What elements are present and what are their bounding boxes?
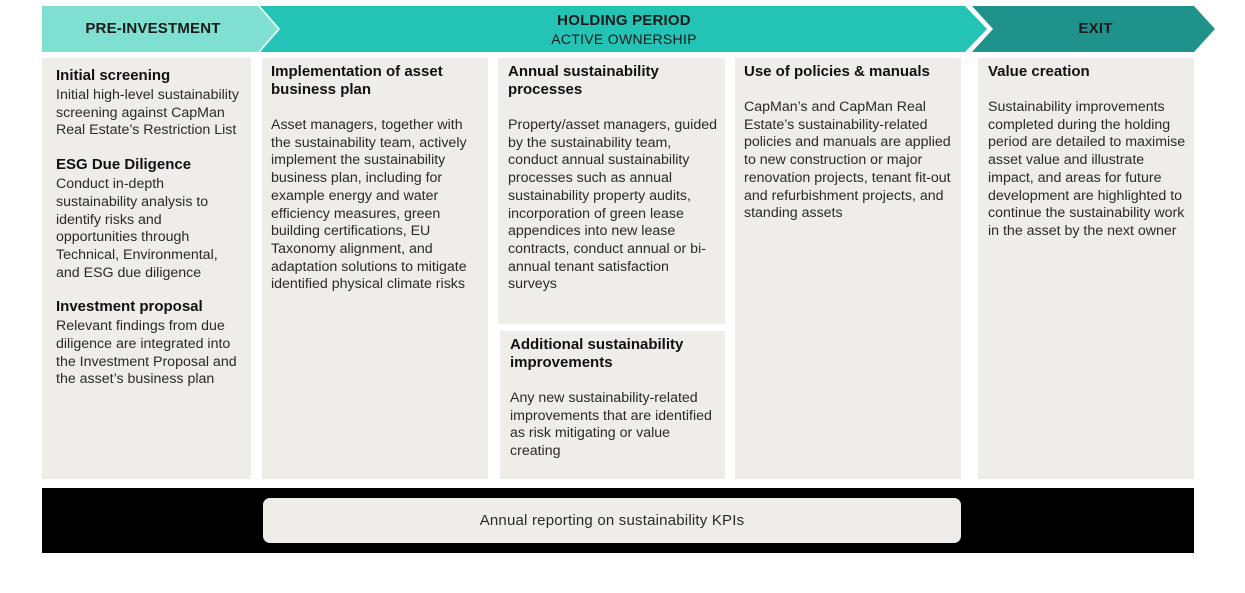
value-creation-text: Sustainability improvements completed during the holding period are detailed to maximise asset value and illustrate impact, and areas for future development are highlighted to continue the sustainability work in the asset by the next owner — [988, 99, 1186, 239]
annual-reporting-box — [263, 498, 961, 543]
pre-investment-column — [42, 58, 251, 479]
implementation-column — [262, 58, 488, 479]
annual-processes-text: Property/asset managers, guided by the sustainability team, conduct annual sustainability processes such as annual sustainability property audits, incorporation of green lease appendices into new lease contracts, conduct annual or bi-annual tenant satisfaction surveys — [508, 117, 717, 293]
additional-improvements-title: Additional sustainability improvements — [510, 336, 684, 371]
additional-improvements-box — [500, 331, 725, 479]
policies-title: Use of policies & manuals — [744, 63, 930, 80]
active-ownership-label: ACTIVE OWNERSHIP — [551, 31, 697, 47]
value-creation-column — [978, 58, 1194, 479]
implementation-text: Asset managers, together with the sustainability team, actively implement the sustainability business plan, including for example energy and water efficiency measures, green building certifications, EU Taxonomy alignment, and adaptation solutions to mitigate identified physical climate risks — [271, 117, 467, 293]
policies-column — [735, 58, 961, 479]
holding-period-label: HOLDING PERIOD — [557, 12, 691, 29]
annual-processes-title: Annual sustainability processes — [508, 63, 659, 98]
investment-proposal-title: Investment proposal — [56, 298, 203, 316]
value-creation-title: Value creation — [988, 63, 1090, 80]
annual-reporting-label: Annual reporting on sustainability KPIs — [479, 512, 745, 529]
esg-due-diligence-title: ESG Due Diligence — [56, 156, 192, 174]
initial-screening-text: Initial high-level sustainability screening against CapMan Real Estate’s Restriction List — [56, 87, 239, 139]
policies-text: CapMan’s and CapMan Real Estate’s sustainability-related policies and manuals are applied to new construction or major renovation projects, tenant fit-out and refurbishment projects, and standing assets — [744, 99, 951, 222]
pre-investment-label: PRE-INVESTMENT — [85, 20, 221, 37]
implementation-title: Implementation of asset business plan — [271, 63, 443, 98]
additional-improvements-text: Any new sustainability-related improvements that are identified as risk mitigating or value creating — [510, 390, 712, 460]
investment-proposal-text: Relevant findings from due diligence are integrated into the Investment Proposal and the asset’s business plan — [56, 318, 237, 388]
esg-due-diligence-text: Conduct in-depth sustainability analysis to identify risks and opportunities through Technical, Environmental, and ESG due diligence — [56, 176, 218, 281]
exit-label: EXIT — [1078, 20, 1113, 37]
initial-screening-title: Initial screening — [56, 67, 171, 84]
annual-processes-box — [498, 58, 725, 324]
